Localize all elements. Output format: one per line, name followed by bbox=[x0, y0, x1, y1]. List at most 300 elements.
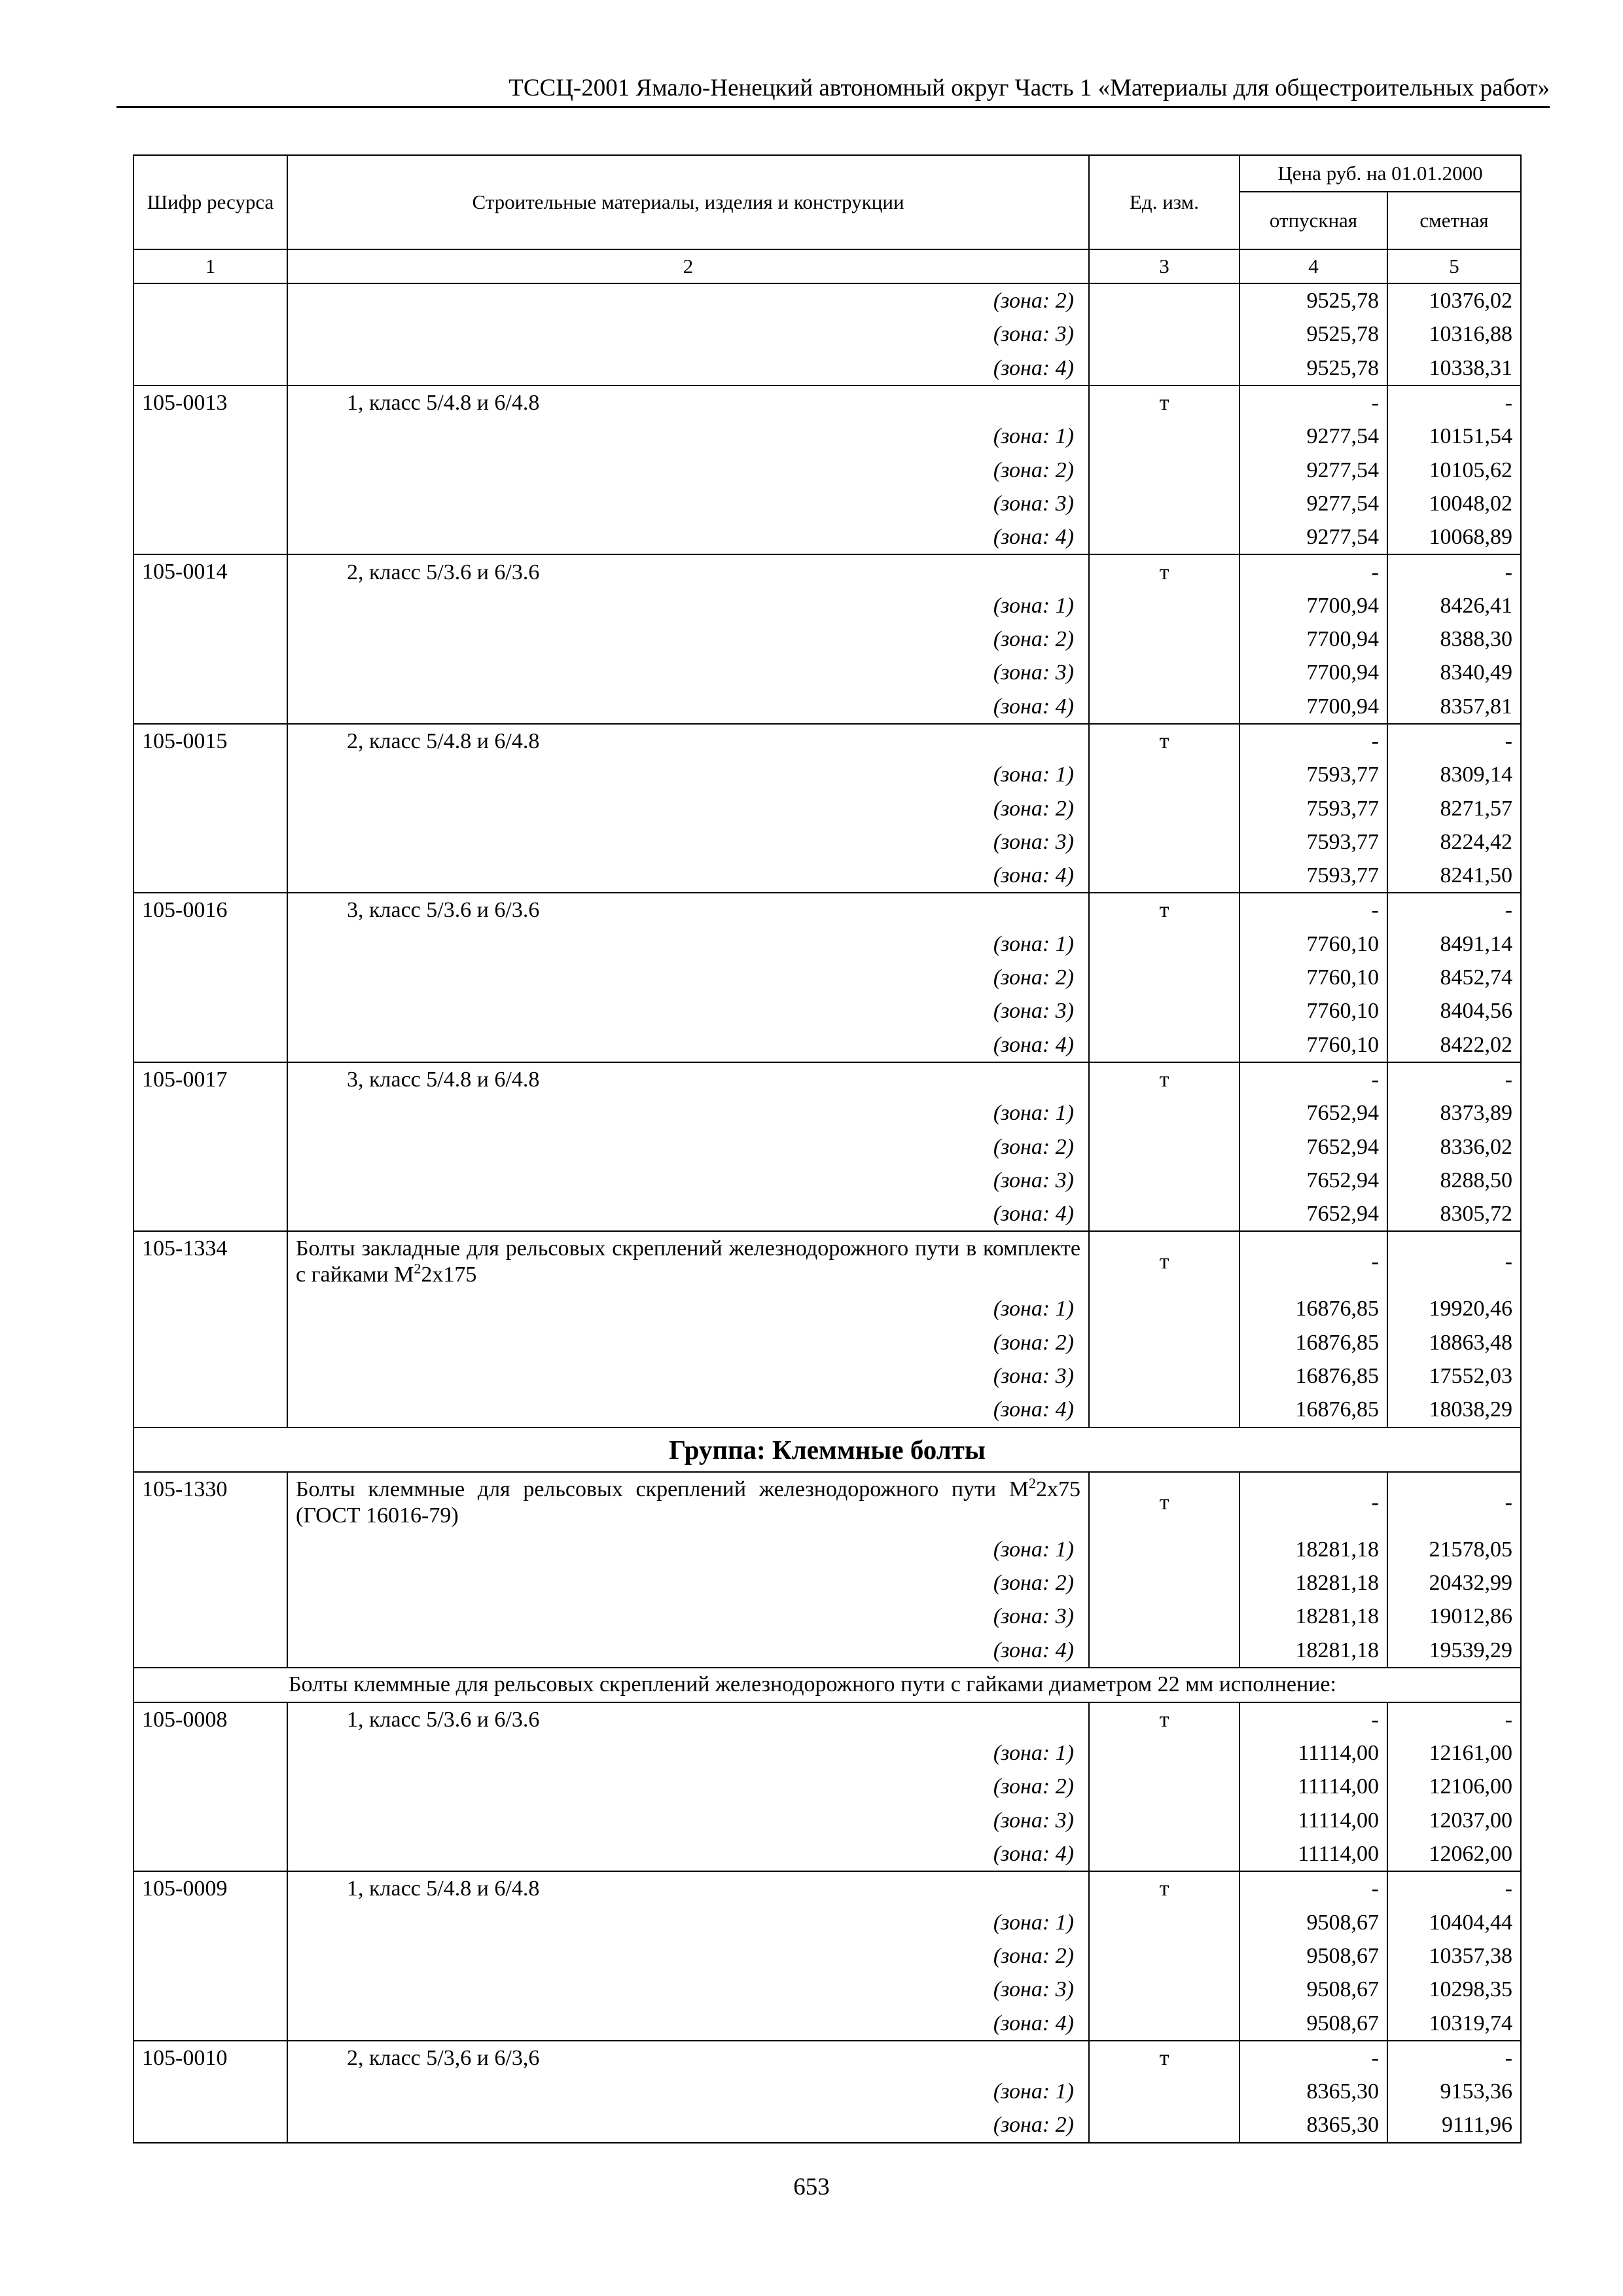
resource-row bbox=[134, 1231, 1521, 1292]
estimate-price: - bbox=[1387, 1472, 1521, 1533]
zone-price-row bbox=[134, 1770, 1521, 1803]
resource-code bbox=[134, 1566, 287, 1600]
resource-row bbox=[134, 893, 1521, 927]
release-price: 7760,10 bbox=[1240, 994, 1387, 1028]
zone-price-row bbox=[134, 2075, 1521, 2108]
release-price: 7652,94 bbox=[1240, 1164, 1387, 1197]
estimate-price: 10338,31 bbox=[1387, 351, 1521, 386]
zone-price-row bbox=[134, 1939, 1521, 1973]
unit bbox=[1089, 520, 1240, 554]
resource-code bbox=[134, 1600, 287, 1633]
resource-code bbox=[134, 453, 287, 486]
zone-label: (зона: 4) bbox=[287, 1028, 1089, 1062]
release-price: 9508,67 bbox=[1240, 2006, 1387, 2040]
estimate-price: 9153,36 bbox=[1387, 2075, 1521, 2108]
release-price: 18281,18 bbox=[1240, 1633, 1387, 1667]
estimate-price: 18863,48 bbox=[1387, 1326, 1521, 1359]
resource-code bbox=[134, 1939, 287, 1973]
estimate-price: 19539,29 bbox=[1387, 1633, 1521, 1667]
resource-name bbox=[287, 1231, 1089, 1292]
zone-label: (зона: 2) bbox=[287, 791, 1089, 825]
release-price: - bbox=[1240, 1472, 1387, 1533]
unit bbox=[1089, 487, 1240, 520]
release-price: 9277,54 bbox=[1240, 453, 1387, 486]
resource-code bbox=[134, 1164, 287, 1197]
release-price: 18281,18 bbox=[1240, 1600, 1387, 1633]
unit bbox=[1089, 2006, 1240, 2040]
estimate-price: - bbox=[1387, 554, 1521, 588]
estimate-price: 10404,44 bbox=[1387, 1905, 1521, 1939]
resource-code bbox=[134, 1804, 287, 1837]
release-price: 16876,85 bbox=[1240, 1393, 1387, 1427]
resource-name: 2, класс 5/3,6 и 6/3,6 bbox=[287, 2041, 1089, 2075]
zone-price-row bbox=[134, 690, 1521, 724]
estimate-price: 9111,96 bbox=[1387, 2108, 1521, 2142]
release-price: 16876,85 bbox=[1240, 1326, 1387, 1359]
resource-code bbox=[134, 420, 287, 453]
unit bbox=[1089, 351, 1240, 386]
resource-name-main: Болты клеммные для рельсовых скреплений железнодорожного пути М bbox=[296, 1477, 1029, 1501]
unit: т bbox=[1089, 554, 1240, 588]
estimate-price: - bbox=[1387, 1702, 1521, 1736]
estimate-price: - bbox=[1387, 724, 1521, 758]
price-table bbox=[133, 154, 1522, 2144]
unit bbox=[1089, 690, 1240, 724]
zone-price-row bbox=[134, 961, 1521, 994]
table-body bbox=[134, 283, 1521, 2143]
estimate-price: 8241,50 bbox=[1387, 859, 1521, 893]
resource-code bbox=[134, 1633, 287, 1667]
resource-name: 2, класс 5/4.8 и 6/4.8 bbox=[287, 724, 1089, 758]
estimate-price: - bbox=[1387, 1062, 1521, 1096]
zone-label: (зона: 2) bbox=[287, 1326, 1089, 1359]
unit bbox=[1089, 656, 1240, 689]
estimate-price: - bbox=[1387, 1871, 1521, 1905]
resource-code bbox=[134, 656, 287, 689]
resource-code: 105-0015 bbox=[134, 724, 287, 758]
zone-price-row bbox=[134, 622, 1521, 656]
unit: т bbox=[1089, 1062, 1240, 1096]
resource-code bbox=[134, 1736, 287, 1770]
release-price: - bbox=[1240, 724, 1387, 758]
unit bbox=[1089, 961, 1240, 994]
release-price: 16876,85 bbox=[1240, 1359, 1387, 1393]
zone-label: (зона: 2) bbox=[287, 2108, 1089, 2142]
unit bbox=[1089, 1292, 1240, 1325]
zone-price-row bbox=[134, 520, 1521, 554]
release-price: 18281,18 bbox=[1240, 1566, 1387, 1600]
col-number-4: 4 bbox=[1240, 249, 1387, 283]
zone-price-row bbox=[134, 1359, 1521, 1393]
estimate-price: 10319,74 bbox=[1387, 2006, 1521, 2040]
release-price: 7760,10 bbox=[1240, 961, 1387, 994]
unit bbox=[1089, 622, 1240, 656]
estimate-price: 8404,56 bbox=[1387, 994, 1521, 1028]
resource-code bbox=[134, 1096, 287, 1130]
zone-price-row bbox=[134, 1905, 1521, 1939]
estimate-price: 19920,46 bbox=[1387, 1292, 1521, 1325]
release-price: - bbox=[1240, 1702, 1387, 1736]
resource-row bbox=[134, 554, 1521, 588]
estimate-price: - bbox=[1387, 1231, 1521, 1292]
zone-label: (зона: 4) bbox=[287, 1837, 1089, 1871]
zone-price-row bbox=[134, 758, 1521, 791]
zone-label: (зона: 4) bbox=[287, 690, 1089, 724]
resource-code bbox=[134, 1130, 287, 1163]
zone-label: (зона: 3) bbox=[287, 487, 1089, 520]
estimate-price: 8224,42 bbox=[1387, 825, 1521, 859]
estimate-price: 8357,81 bbox=[1387, 690, 1521, 724]
resource-code bbox=[134, 791, 287, 825]
group-heading-row bbox=[134, 1427, 1521, 1472]
release-price: 11114,00 bbox=[1240, 1837, 1387, 1871]
unit bbox=[1089, 283, 1240, 317]
estimate-price: 10357,38 bbox=[1387, 1939, 1521, 1973]
estimate-price: 21578,05 bbox=[1387, 1533, 1521, 1566]
estimate-price: - bbox=[1387, 893, 1521, 927]
resource-code bbox=[134, 487, 287, 520]
zone-price-row bbox=[134, 1164, 1521, 1197]
unit bbox=[1089, 1393, 1240, 1427]
zone-label: (зона: 1) bbox=[287, 2075, 1089, 2108]
resource-name: 2, класс 5/3.6 и 6/3.6 bbox=[287, 554, 1089, 588]
estimate-price: 10068,89 bbox=[1387, 520, 1521, 554]
resource-code: 105-0009 bbox=[134, 1871, 287, 1905]
col-number-2: 2 bbox=[287, 249, 1089, 283]
zone-price-row bbox=[134, 1393, 1521, 1427]
unit bbox=[1089, 1905, 1240, 1939]
estimate-price: 8373,89 bbox=[1387, 1096, 1521, 1130]
resource-code bbox=[134, 283, 287, 317]
unit: т bbox=[1089, 2041, 1240, 2075]
unit: т bbox=[1089, 386, 1240, 420]
estimate-price: 8336,02 bbox=[1387, 1130, 1521, 1163]
estimate-price: 10105,62 bbox=[1387, 453, 1521, 486]
resource-name-tail: 2х75 (ГОСТ 16016-79) bbox=[296, 1477, 1080, 1528]
resource-code bbox=[134, 351, 287, 386]
zone-label: (зона: 3) bbox=[287, 825, 1089, 859]
zone-price-row bbox=[134, 1197, 1521, 1231]
zone-label: (зона: 2) bbox=[287, 1566, 1089, 1600]
zone-label: (зона: 3) bbox=[287, 1973, 1089, 2006]
release-price: 8365,30 bbox=[1240, 2075, 1387, 2108]
zone-price-row bbox=[134, 453, 1521, 486]
resource-code bbox=[134, 1359, 287, 1393]
resource-code bbox=[134, 1393, 287, 1427]
zone-label: (зона: 2) bbox=[287, 1130, 1089, 1163]
zone-label: (зона: 2) bbox=[287, 453, 1089, 486]
estimate-price: 17552,03 bbox=[1387, 1359, 1521, 1393]
estimate-price: 8388,30 bbox=[1387, 622, 1521, 656]
resource-code bbox=[134, 690, 287, 724]
resource-code bbox=[134, 1905, 287, 1939]
unit bbox=[1089, 1096, 1240, 1130]
zone-label: (зона: 4) bbox=[287, 520, 1089, 554]
zone-price-row bbox=[134, 1326, 1521, 1359]
release-price: 7652,94 bbox=[1240, 1130, 1387, 1163]
zone-label: (зона: 1) bbox=[287, 1736, 1089, 1770]
estimate-price: - bbox=[1387, 2041, 1521, 2075]
zone-label: (зона: 1) bbox=[287, 1096, 1089, 1130]
unit bbox=[1089, 1736, 1240, 1770]
group-heading: Группа: Клеммные болты bbox=[134, 1427, 1521, 1472]
zone-label: (зона: 1) bbox=[287, 758, 1089, 791]
estimate-price: 8340,49 bbox=[1387, 656, 1521, 689]
unit bbox=[1089, 1939, 1240, 1973]
resource-code: 105-0014 bbox=[134, 554, 287, 588]
zone-label: (зона: 2) bbox=[287, 1939, 1089, 1973]
unit bbox=[1089, 1197, 1240, 1231]
estimate-price: 12161,00 bbox=[1387, 1736, 1521, 1770]
zone-label: (зона: 4) bbox=[287, 2006, 1089, 2040]
release-price: 7700,94 bbox=[1240, 589, 1387, 622]
resource-code bbox=[134, 2108, 287, 2142]
zone-label: (зона: 3) bbox=[287, 317, 1089, 351]
release-price: 7760,10 bbox=[1240, 927, 1387, 961]
unit bbox=[1089, 1973, 1240, 2006]
resource-name bbox=[287, 1472, 1089, 1533]
unit: т bbox=[1089, 1702, 1240, 1736]
unit bbox=[1089, 1130, 1240, 1163]
unit bbox=[1089, 2075, 1240, 2108]
resource-code bbox=[134, 520, 287, 554]
col-release-header: отпускная bbox=[1240, 192, 1387, 249]
resource-code: 105-0017 bbox=[134, 1062, 287, 1096]
unit: т bbox=[1089, 893, 1240, 927]
header-rule bbox=[116, 106, 1550, 108]
release-price: 9277,54 bbox=[1240, 487, 1387, 520]
release-price: 7593,77 bbox=[1240, 859, 1387, 893]
col-unit-header: Ед. изм. bbox=[1089, 155, 1240, 249]
zone-price-row bbox=[134, 1292, 1521, 1325]
unit bbox=[1089, 1633, 1240, 1667]
unit bbox=[1089, 1164, 1240, 1197]
release-price: 7593,77 bbox=[1240, 758, 1387, 791]
estimate-price: 10151,54 bbox=[1387, 420, 1521, 453]
unit bbox=[1089, 859, 1240, 893]
estimate-price: 10048,02 bbox=[1387, 487, 1521, 520]
subheading-text: Болты клеммные для рельсовых скреплений железнодорожного пути с гайками диаметром 22 мм исполнение: bbox=[134, 1668, 1521, 1702]
zone-price-row bbox=[134, 1533, 1521, 1566]
release-price: 9525,78 bbox=[1240, 283, 1387, 317]
estimate-price: 8422,02 bbox=[1387, 1028, 1521, 1062]
release-price: 9508,67 bbox=[1240, 1905, 1387, 1939]
release-price: - bbox=[1240, 893, 1387, 927]
zone-price-row bbox=[134, 420, 1521, 453]
unit bbox=[1089, 1804, 1240, 1837]
zone-label: (зона: 3) bbox=[287, 1359, 1089, 1393]
release-price: 7652,94 bbox=[1240, 1197, 1387, 1231]
estimate-price: 8452,74 bbox=[1387, 961, 1521, 994]
zone-price-row bbox=[134, 1736, 1521, 1770]
resource-code bbox=[134, 825, 287, 859]
estimate-price: 12037,00 bbox=[1387, 1804, 1521, 1837]
unit bbox=[1089, 453, 1240, 486]
zone-price-row bbox=[134, 1837, 1521, 1871]
estimate-price: 8309,14 bbox=[1387, 758, 1521, 791]
zone-label: (зона: 4) bbox=[287, 1633, 1089, 1667]
col-name-header: Строительные материалы, изделия и конструкции bbox=[287, 155, 1089, 249]
unit bbox=[1089, 1837, 1240, 1871]
unit bbox=[1089, 994, 1240, 1028]
estimate-price: 8426,41 bbox=[1387, 589, 1521, 622]
resource-row bbox=[134, 724, 1521, 758]
col-code-header: Шифр ресурса bbox=[134, 155, 287, 249]
resource-code bbox=[134, 589, 287, 622]
unit bbox=[1089, 791, 1240, 825]
release-price: - bbox=[1240, 554, 1387, 588]
resource-code bbox=[134, 622, 287, 656]
zone-label: (зона: 2) bbox=[287, 622, 1089, 656]
unit: т bbox=[1089, 724, 1240, 758]
release-price: 16876,85 bbox=[1240, 1292, 1387, 1325]
zone-price-row bbox=[134, 589, 1521, 622]
zone-label: (зона: 1) bbox=[287, 927, 1089, 961]
zone-price-row bbox=[134, 1028, 1521, 1062]
resource-code bbox=[134, 994, 287, 1028]
estimate-price: 8491,14 bbox=[1387, 927, 1521, 961]
release-price: - bbox=[1240, 1871, 1387, 1905]
resource-code bbox=[134, 317, 287, 351]
unit bbox=[1089, 825, 1240, 859]
unit bbox=[1089, 1028, 1240, 1062]
col-estimate-header: сметная bbox=[1387, 192, 1521, 249]
unit: т bbox=[1089, 1871, 1240, 1905]
unit bbox=[1089, 927, 1240, 961]
resource-code bbox=[134, 1197, 287, 1231]
zone-label: (зона: 1) bbox=[287, 589, 1089, 622]
zone-price-row bbox=[134, 927, 1521, 961]
release-price: - bbox=[1240, 386, 1387, 420]
resource-code bbox=[134, 2075, 287, 2108]
zone-label: (зона: 4) bbox=[287, 859, 1089, 893]
resource-code bbox=[134, 1973, 287, 2006]
zone-price-row bbox=[134, 2006, 1521, 2040]
zone-label: (зона: 4) bbox=[287, 351, 1089, 386]
col-number-1: 1 bbox=[134, 249, 287, 283]
release-price: 7652,94 bbox=[1240, 1096, 1387, 1130]
zone-price-row bbox=[134, 1633, 1521, 1667]
zone-price-row bbox=[134, 283, 1521, 317]
release-price: 7700,94 bbox=[1240, 656, 1387, 689]
resource-code bbox=[134, 1837, 287, 1871]
unit bbox=[1089, 420, 1240, 453]
release-price: 18281,18 bbox=[1240, 1533, 1387, 1566]
release-price: 11114,00 bbox=[1240, 1736, 1387, 1770]
col-price-header: Цена руб. на 01.01.2000 bbox=[1240, 155, 1521, 192]
release-price: 7760,10 bbox=[1240, 1028, 1387, 1062]
resource-code: 105-1330 bbox=[134, 1472, 287, 1533]
running-header: ТССЦ-2001 Ямало-Ненецкий автономный округ Часть 1 «Материалы для общестроительных работ» bbox=[508, 75, 1550, 101]
resource-row bbox=[134, 1062, 1521, 1096]
zone-price-row bbox=[134, 351, 1521, 386]
release-price: 9277,54 bbox=[1240, 520, 1387, 554]
estimate-price: 18038,29 bbox=[1387, 1393, 1521, 1427]
release-price: 11114,00 bbox=[1240, 1804, 1387, 1837]
unit bbox=[1089, 1770, 1240, 1803]
release-price: 11114,00 bbox=[1240, 1770, 1387, 1803]
resource-code: 105-0016 bbox=[134, 893, 287, 927]
unit bbox=[1089, 758, 1240, 791]
superscript: 2 bbox=[1029, 1475, 1036, 1492]
unit bbox=[1089, 1600, 1240, 1633]
zone-label: (зона: 1) bbox=[287, 420, 1089, 453]
release-price: - bbox=[1240, 1231, 1387, 1292]
unit bbox=[1089, 1566, 1240, 1600]
resource-code: 105-0008 bbox=[134, 1702, 287, 1736]
resource-name: 1, класс 5/4.8 и 6/4.8 bbox=[287, 386, 1089, 420]
resource-code bbox=[134, 1533, 287, 1566]
release-price: 9525,78 bbox=[1240, 317, 1387, 351]
zone-price-row bbox=[134, 994, 1521, 1028]
resource-code: 105-0010 bbox=[134, 2041, 287, 2075]
zone-label: (зона: 2) bbox=[287, 283, 1089, 317]
zone-label: (зона: 2) bbox=[287, 961, 1089, 994]
estimate-price: 20432,99 bbox=[1387, 1566, 1521, 1600]
unit bbox=[1089, 1359, 1240, 1393]
zone-label: (зона: 3) bbox=[287, 1804, 1089, 1837]
zone-label: (зона: 3) bbox=[287, 994, 1089, 1028]
estimate-price: 8288,50 bbox=[1387, 1164, 1521, 1197]
resource-row bbox=[134, 386, 1521, 420]
release-price: 8365,30 bbox=[1240, 2108, 1387, 2142]
estimate-price: 10316,88 bbox=[1387, 317, 1521, 351]
estimate-price: 10376,02 bbox=[1387, 283, 1521, 317]
unit bbox=[1089, 2108, 1240, 2142]
estimate-price: 8271,57 bbox=[1387, 791, 1521, 825]
release-price: 7593,77 bbox=[1240, 825, 1387, 859]
zone-label: (зона: 1) bbox=[287, 1533, 1089, 1566]
zone-price-row bbox=[134, 859, 1521, 893]
resource-row bbox=[134, 1472, 1521, 1533]
unit bbox=[1089, 317, 1240, 351]
estimate-price: 12106,00 bbox=[1387, 1770, 1521, 1803]
resource-code bbox=[134, 1326, 287, 1359]
resource-name-main: Болты закладные для рельсовых скреплений железнодорожного пути в комплекте с гайками М bbox=[296, 1236, 1080, 1287]
zone-price-row bbox=[134, 1096, 1521, 1130]
estimate-price: 12062,00 bbox=[1387, 1837, 1521, 1871]
release-price: 7700,94 bbox=[1240, 622, 1387, 656]
release-price: 9508,67 bbox=[1240, 1939, 1387, 1973]
release-price: 9525,78 bbox=[1240, 351, 1387, 386]
resource-code bbox=[134, 927, 287, 961]
zone-price-row bbox=[134, 1804, 1521, 1837]
release-price: - bbox=[1240, 2041, 1387, 2075]
resource-name: 3, класс 5/3.6 и 6/3.6 bbox=[287, 893, 1089, 927]
zone-label: (зона: 2) bbox=[287, 1770, 1089, 1803]
resource-name: 1, класс 5/4.8 и 6/4.8 bbox=[287, 1871, 1089, 1905]
unit bbox=[1089, 1326, 1240, 1359]
zone-label: (зона: 3) bbox=[287, 656, 1089, 689]
unit bbox=[1089, 1533, 1240, 1566]
resource-code bbox=[134, 2006, 287, 2040]
estimate-price: 10298,35 bbox=[1387, 1973, 1521, 2006]
col-number-3: 3 bbox=[1089, 249, 1240, 283]
zone-label: (зона: 1) bbox=[287, 1292, 1089, 1325]
estimate-price: 19012,86 bbox=[1387, 1600, 1521, 1633]
unit: т bbox=[1089, 1231, 1240, 1292]
zone-price-row bbox=[134, 2108, 1521, 2142]
zone-price-row bbox=[134, 317, 1521, 351]
resource-name: 3, класс 5/4.8 и 6/4.8 bbox=[287, 1062, 1089, 1096]
resource-code bbox=[134, 859, 287, 893]
zone-price-row bbox=[134, 487, 1521, 520]
resource-code bbox=[134, 758, 287, 791]
zone-label: (зона: 1) bbox=[287, 1905, 1089, 1939]
resource-code bbox=[134, 1292, 287, 1325]
zone-price-row bbox=[134, 1973, 1521, 2006]
zone-price-row bbox=[134, 1600, 1521, 1633]
